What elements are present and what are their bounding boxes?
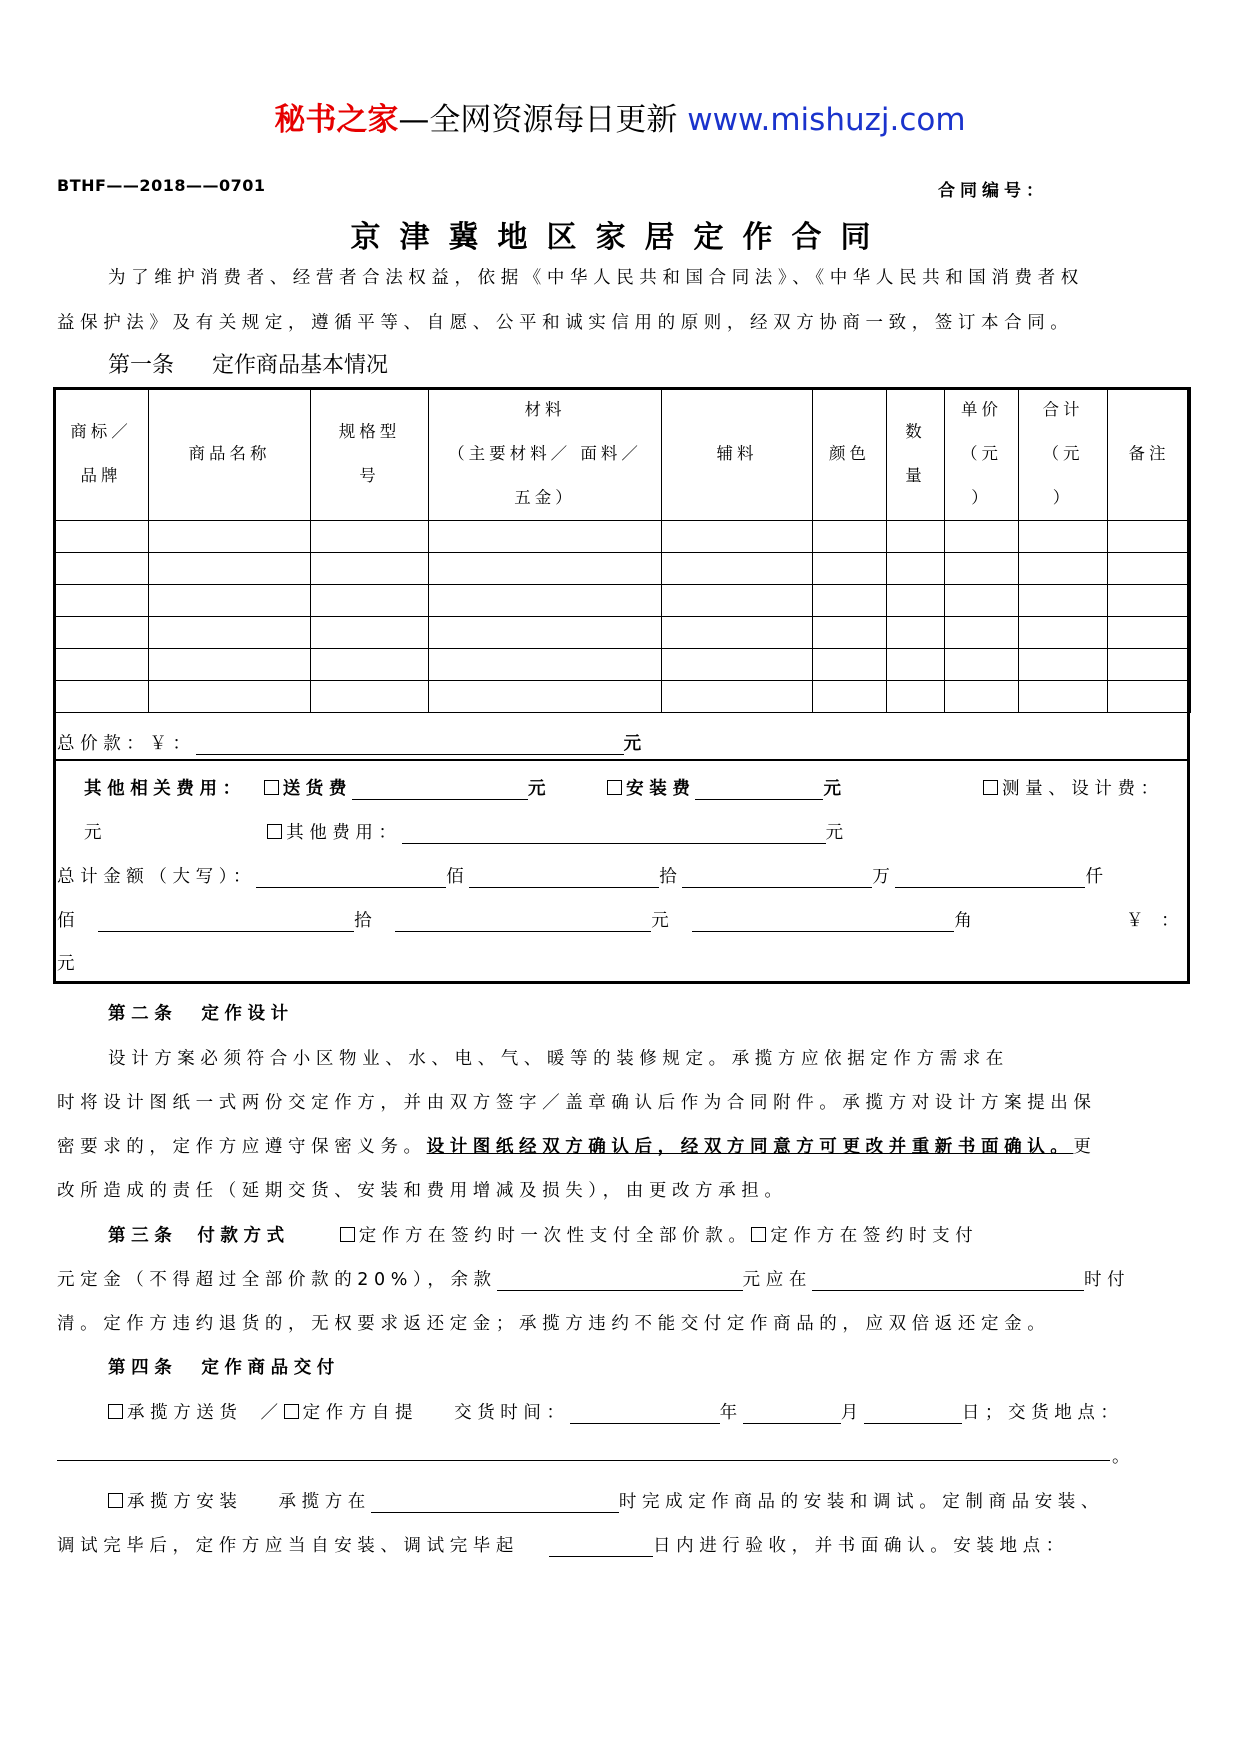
article-2-line-3: 密要求的，定作方应遵守保密义务。设计图纸经双方确认后，经双方同意方可更改并重新书面确认。更 xyxy=(57,1137,1097,1157)
self-pickup-checkbox[interactable] xyxy=(284,1404,299,1419)
install-fee-blank[interactable] xyxy=(695,781,823,800)
article-2-line-2: 时将设计图纸一式两份交定作方，并由双方签字／盖章确认后作为合同附件。承揽方对设计方案提出保 xyxy=(57,1093,1097,1113)
other-fee-row: 元 其他费用： 元 xyxy=(84,823,849,843)
delivery-period: 。 xyxy=(1112,1447,1136,1467)
header-brand: 商标／ 品牌 xyxy=(54,388,149,521)
amount-shi-blank[interactable] xyxy=(469,869,659,888)
delivery-fee-checkbox[interactable] xyxy=(264,780,279,795)
divider xyxy=(53,759,1190,761)
header-total: 合计 （元 ） xyxy=(1019,388,1108,521)
table-row xyxy=(54,521,1191,553)
header-spec: 规格型 号 xyxy=(311,388,429,521)
article-2-line-4: 改所造成的责任（延期交货、安装和费用增减及损失），由更改方承担。 xyxy=(57,1181,788,1201)
intro-line-2: 益保护法》及有关规定，遵循平等、自愿、公平和诚实信用的原则，经双方协商一致，签订本合同。 xyxy=(57,313,1074,333)
table-row xyxy=(54,649,1191,681)
article-2-emphasis: 设计图纸经双方确认后，经双方同意方可更改并重新书面确认。 xyxy=(426,1137,1074,1157)
amount-lower-row: 佰 拾 元 角 xyxy=(57,911,978,931)
table-row xyxy=(54,553,1191,585)
amount-jiao-blank[interactable] xyxy=(692,913,954,932)
article-2-heading: 第二条 定作设计 xyxy=(108,1004,294,1024)
product-table xyxy=(53,387,1191,713)
total-price-blank[interactable] xyxy=(196,736,624,755)
install-fee-checkbox[interactable] xyxy=(607,780,622,795)
amount-wan-blank[interactable] xyxy=(682,869,872,888)
amount-yen: ￥ ： xyxy=(1126,911,1185,931)
header-note: 备注 xyxy=(1108,388,1191,521)
table-header-row xyxy=(54,388,1191,521)
contract-title: 京津冀地区家居定作合同 xyxy=(350,220,890,255)
acceptance-days-blank[interactable] xyxy=(549,1538,653,1557)
other-fee-label: 其他费用： xyxy=(286,823,402,843)
other-fee-checkbox[interactable] xyxy=(267,824,282,839)
header-price: 单价 （元 ） xyxy=(945,388,1019,521)
header-color: 颜色 xyxy=(813,388,887,521)
header-qty: 数 量 xyxy=(887,388,945,521)
article-3-line-2: 元定金（不得超过全部价款的20%），余款 元应在 时付 xyxy=(57,1270,1131,1290)
amount-upper-row: 总计金额（大写）： 佰 拾 万 仟 xyxy=(57,867,1109,887)
table-row xyxy=(54,617,1191,649)
install-by-contractor-checkbox[interactable] xyxy=(108,1493,123,1508)
amount-upper-label: 总计金额（大写）： xyxy=(57,867,257,887)
intro-line-1: 为了维护消费者、经营者合法权益，依据《中华人民共和国合同法》、《中华人民共和国消费者权 xyxy=(108,268,1084,288)
measure-fee xyxy=(983,775,1164,800)
article-2-line-1: 设计方案必须符合小区物业、水、电、气、暖等的装修规定。承揽方应依据定作方需求在 xyxy=(108,1049,1009,1069)
article-4-install-row: 承揽方安装 承揽方在 时完成定作商品的安装和调试。定制商品安装、 xyxy=(108,1488,1104,1513)
amount-shi2-blank[interactable] xyxy=(98,913,354,932)
delivery-year-blank[interactable] xyxy=(570,1405,720,1424)
site-banner xyxy=(0,100,1240,140)
delivery-fee-blank[interactable] xyxy=(352,781,528,800)
delivery-by-contractor-checkbox[interactable] xyxy=(108,1404,123,1419)
article-1-heading xyxy=(108,348,388,379)
amount-yuan-blank[interactable] xyxy=(395,913,651,932)
total-price-row: 总价款：￥： 元 xyxy=(57,734,647,754)
install-time-blank[interactable] xyxy=(371,1494,619,1513)
article-4-delivery-row: 承揽方送货 ／ 定作方自提 交货时间： 年 月 日；交货地点： xyxy=(108,1399,1124,1424)
delivery-fee-label: 送货费 xyxy=(282,779,353,799)
header-aux: 辅料 xyxy=(662,388,813,521)
delivery-place-blank[interactable] xyxy=(57,1460,1110,1461)
install-fee-label: 安装费 xyxy=(626,779,696,799)
article-3-line-1: 第三条 付款方式 定作方在签约时一次性支付全部价款。 定作方在签约时支付 xyxy=(108,1226,979,1246)
balance-blank[interactable] xyxy=(497,1272,743,1291)
amount-yuan-end: 元 xyxy=(57,954,81,974)
article-4-heading: 第四条 定作商品交付 xyxy=(108,1358,340,1378)
payment-full-checkbox[interactable] xyxy=(340,1227,355,1242)
header-material: 材料 （主要材料／ 面料／ 五金） xyxy=(429,388,662,521)
document-code: BTHF——2018——0701 xyxy=(57,176,266,195)
other-fees-label: 其他相关费用： xyxy=(84,779,246,799)
article-4-acceptance-row: 调试完毕后，定作方应当自安装、调试完毕起 日内进行验收，并书面确认。安装地点： xyxy=(57,1536,1069,1556)
amount-bai-blank[interactable] xyxy=(256,869,446,888)
measure-fee-checkbox[interactable] xyxy=(983,780,998,795)
balance-time-blank[interactable] xyxy=(812,1272,1084,1291)
article-3-line-3: 清。定作方违约退货的，无权要求返还定金；承揽方违约不能交付定作商品的，应双倍返还定金。 xyxy=(57,1314,1051,1334)
other-fee-blank[interactable] xyxy=(402,825,826,844)
payment-deposit-checkbox[interactable] xyxy=(751,1227,766,1242)
contract-number-label: 合同编号： xyxy=(938,181,1048,201)
banner-slogan: —全网资源每日更新 xyxy=(398,102,678,138)
header-name: 商品名称 xyxy=(149,388,311,521)
article-3-number: 第三条 xyxy=(108,1226,178,1246)
delivery-day-blank[interactable] xyxy=(864,1405,962,1424)
table-row xyxy=(54,585,1191,617)
total-price-label: 总价款：￥： xyxy=(57,734,196,754)
measure-fee-label: 测量、设计费： xyxy=(1002,779,1164,799)
article-1-title: 定作商品基本情况 xyxy=(212,353,389,378)
delivery-month-blank[interactable] xyxy=(743,1405,841,1424)
other-fees-row: 其他相关费用： 送货费 元 安装费 元 xyxy=(84,779,847,799)
article-1-number: 第一条 xyxy=(108,353,175,378)
banner-brand: 秘书之家 xyxy=(274,102,399,138)
amount-qian-blank[interactable] xyxy=(895,869,1085,888)
article-3-title: 付款方式 xyxy=(197,1226,290,1246)
table-row xyxy=(54,681,1191,713)
banner-url[interactable]: www.mishuzj.com xyxy=(687,102,966,138)
